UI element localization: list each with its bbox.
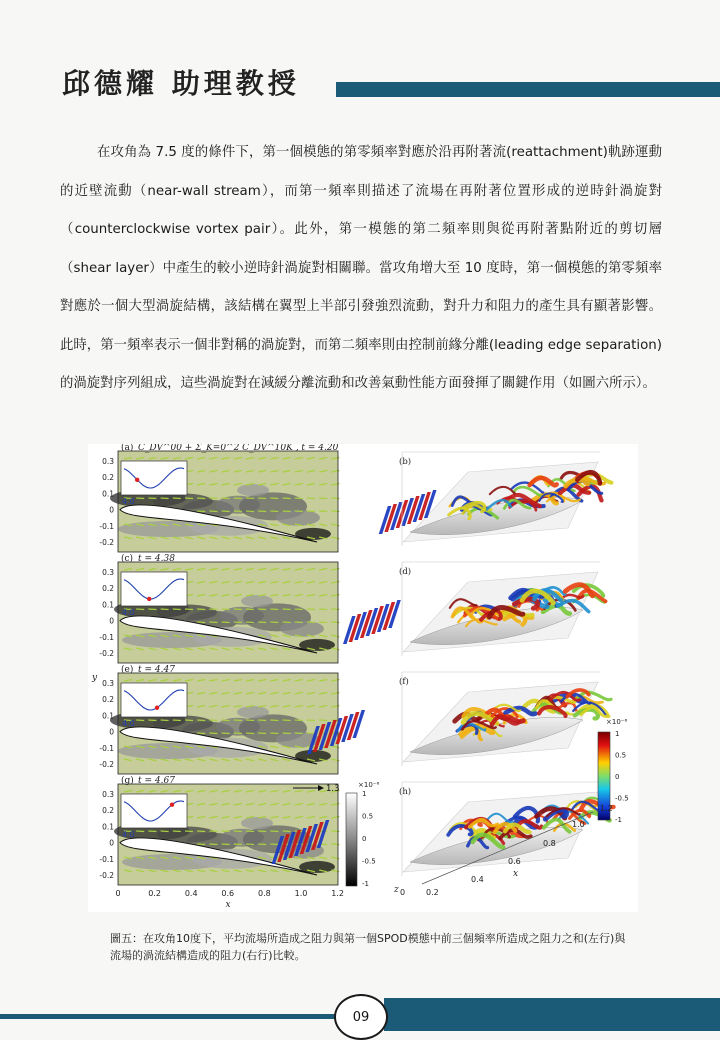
velocity-vector — [209, 622, 217, 623]
colorbar-tick: 1 — [615, 730, 620, 738]
velocity-vector — [136, 498, 144, 499]
velocity-vector — [234, 498, 242, 499]
velocity-vector — [295, 498, 303, 499]
velocity-vector — [209, 511, 217, 512]
velocity-vector — [197, 511, 205, 512]
velocity-vector — [270, 622, 278, 623]
y-tick: 0 — [109, 616, 114, 626]
velocity-vector — [258, 831, 266, 832]
velocity-vector — [319, 622, 327, 623]
vorticity-patch-7 — [237, 706, 269, 718]
velocity-vector — [283, 609, 291, 610]
vorticity-patch-7 — [237, 484, 269, 496]
velocity-vector — [136, 831, 144, 832]
vorticity-patch-5 — [276, 510, 320, 526]
y-tick: -0.1 — [99, 632, 114, 642]
velocity-vector — [283, 622, 291, 623]
velocity-vector — [222, 498, 230, 499]
velocity-vector — [246, 498, 254, 499]
y-tick: 0.3 — [102, 679, 114, 688]
iso-x-tick: 0.8 — [543, 839, 556, 848]
velocity-vector — [307, 498, 315, 499]
velocity-vector — [136, 720, 144, 721]
velocity-vector — [197, 720, 205, 721]
phase-inset — [121, 794, 187, 828]
velocity-vector — [246, 733, 254, 734]
velocity-vector — [148, 720, 156, 721]
velocity-vector — [209, 498, 217, 499]
iso-z-tick: 0.2 — [426, 888, 439, 897]
y-tick: 0.3 — [102, 568, 114, 577]
phase-marker — [147, 597, 151, 601]
panel-title: t = 4.67 — [138, 776, 175, 786]
inset-value: 4.0 — [122, 497, 135, 506]
grayscale-exponent: ×10⁻⁶ — [358, 781, 380, 789]
panel-title: t = 4.38 — [138, 554, 175, 564]
panel-label: (a) — [121, 444, 134, 453]
velocity-vector — [319, 498, 327, 499]
inset-value: 4.0 — [122, 608, 135, 617]
velocity-vector — [234, 831, 242, 832]
velocity-vector — [161, 831, 169, 832]
y-tick: 0.3 — [102, 457, 114, 466]
velocity-vector — [185, 498, 193, 499]
y-tick: 0 — [109, 505, 114, 515]
x-tick: 0.8 — [258, 889, 271, 898]
velocity-vector — [209, 720, 217, 721]
x-axis-label: x — [225, 900, 231, 910]
x-tick: 0 — [115, 889, 121, 898]
colorbar-exponent: ×10⁻⁶ — [606, 718, 628, 726]
panel-label: (h) — [399, 787, 412, 797]
velocity-vector — [258, 609, 266, 610]
phase-inset — [121, 572, 187, 606]
vorticity-patch-5 — [280, 621, 324, 637]
left-column-drag-fields — [99, 444, 339, 885]
iso-x-label: x — [513, 869, 519, 879]
x-tick: 1.0 — [294, 889, 308, 898]
y-tick: -0.1 — [99, 743, 114, 753]
velocity-vector — [295, 720, 303, 721]
iso-x-tick: 1.0 — [572, 820, 585, 829]
iso-z-tick: 0 — [400, 888, 406, 897]
y-tick: 0.1 — [102, 711, 114, 721]
velocity-vector — [246, 609, 254, 610]
x-tick: 0.2 — [148, 889, 161, 898]
x-tick: 1.2 — [331, 889, 344, 898]
velocity-vector — [222, 511, 230, 512]
velocity-vector — [270, 733, 278, 734]
panel-label: (f) — [399, 677, 409, 687]
phase-marker — [135, 478, 139, 482]
iso-x-tick: 1.2 — [600, 804, 613, 813]
velocity-vector — [209, 844, 217, 845]
grayscale-tick: 0.5 — [362, 812, 374, 821]
velocity-vector — [234, 511, 242, 512]
x-tick: 0.6 — [221, 889, 235, 898]
grayscale-colorbar — [346, 793, 357, 886]
velocity-vector — [307, 511, 315, 512]
velocity-vector — [246, 622, 254, 623]
velocity-vector — [319, 609, 327, 610]
panel-label: (c) — [121, 554, 134, 564]
title-accent-bar — [336, 82, 720, 97]
drag-panel-2 — [99, 664, 339, 774]
y-tick: -0.1 — [99, 854, 114, 864]
velocity-vector — [246, 720, 254, 721]
y-tick: 0.2 — [102, 473, 114, 483]
velocity-vector — [295, 622, 303, 623]
velocity-vector — [161, 609, 169, 610]
vorticity-patch-7 — [241, 817, 273, 829]
velocity-vector — [319, 720, 327, 721]
y-tick: 0.3 — [102, 790, 114, 799]
velocity-vector — [148, 831, 156, 832]
velocity-vector — [258, 498, 266, 499]
velocity-vector — [185, 609, 193, 610]
y-tick: 0.1 — [102, 489, 114, 499]
vortex-panel-2 — [307, 672, 611, 766]
panel-label: (b) — [399, 457, 412, 467]
y-tick: 0 — [109, 727, 114, 737]
x-tick: 0.4 — [184, 889, 198, 898]
velocity-vector — [222, 831, 230, 832]
page-title: 邱德耀 助理教授 — [62, 67, 300, 100]
velocity-vector — [209, 831, 217, 832]
velocity-vector — [283, 720, 291, 721]
panel-label: (d) — [399, 567, 412, 577]
vortex-panel-1 — [343, 562, 606, 656]
y-tick: -0.2 — [99, 871, 114, 880]
velocity-vector — [295, 511, 303, 512]
velocity-vector — [234, 720, 242, 721]
velocity-vector — [307, 733, 315, 734]
y-tick: 0.2 — [102, 584, 114, 594]
figure-canvas — [88, 444, 638, 912]
velocity-vector — [258, 511, 266, 512]
colorbar-tick: 0.5 — [615, 751, 627, 760]
velocity-vector — [246, 831, 254, 832]
velocity-vector — [319, 511, 327, 512]
velocity-vector — [295, 733, 303, 734]
y-tick: -0.2 — [99, 538, 114, 547]
velocity-vector — [270, 831, 278, 832]
velocity-vector — [270, 609, 278, 610]
phase-inset — [121, 461, 187, 495]
y-tick: 0.1 — [102, 600, 114, 610]
velocity-vector — [222, 622, 230, 623]
velocity-vector — [161, 498, 169, 499]
velocity-vector — [197, 733, 205, 734]
grayscale-tick: -0.5 — [362, 857, 376, 866]
grayscale-tick: 0 — [362, 835, 367, 843]
velocity-vector — [295, 609, 303, 610]
velocity-vector — [161, 720, 169, 721]
panel-label: (e) — [121, 665, 134, 675]
velocity-vector — [258, 720, 266, 721]
velocity-vector — [234, 733, 242, 734]
velocity-vector — [173, 609, 181, 610]
velocity-vector — [185, 720, 193, 721]
velocity-vector — [173, 831, 181, 832]
velocity-vector — [197, 609, 205, 610]
velocity-vector — [307, 609, 315, 610]
colorbar-tick: 0 — [615, 773, 620, 781]
iso-x-tick: 0.6 — [508, 857, 521, 866]
colorbar-tick: -1 — [615, 816, 622, 824]
velocity-vector — [307, 622, 315, 623]
velocity-vector — [307, 720, 315, 721]
velocity-vector — [173, 498, 181, 499]
velocity-vector — [234, 609, 242, 610]
y-tick: -0.2 — [99, 760, 114, 769]
body-paragraph: 在攻角為 7.5 度的條件下，第一個模態的第零頻率對應於沿再附著流(reattachment)軌跡運動的近壁流動（near-wall stream），而第一頻率則描述了流場在再附著位置形成的逆時針渦旋對（counterclockwise vortex pair）。此外，第一模態的第二頻率則與從再附著點附近的剪切層（shear layer）中產生的較小逆時針渦旋對相關聯。當攻角增大至 10 度時，第一個模態的第零頻率對應於一個大型渦旋結構，該結構在翼型上半部引發強烈流動，對升力和阻力的產生具有顯著影響。此時，第一頻率表示一個非對稱的渦旋對，而第二頻率則由控制前緣分離(leading edge separation)的渦旋對序列組成，這些渦旋對在減緩分離流動和改善氣動性能方面發揮了關鍵作用（如圖六所示）。 — [60, 145, 662, 391]
velocity-vector — [209, 733, 217, 734]
velocity-vector — [270, 498, 278, 499]
drag-panel-0 — [99, 444, 339, 552]
y-tick: -0.2 — [99, 649, 114, 658]
inset-value: 4.0 — [122, 830, 135, 839]
velocity-vector — [209, 609, 217, 610]
y-tick: 0 — [109, 838, 114, 848]
velocity-vector — [197, 622, 205, 623]
inset-value: 4.0 — [122, 719, 135, 728]
velocity-vector — [258, 622, 266, 623]
iso-z-label: z — [394, 885, 399, 895]
velocity-vector — [148, 609, 156, 610]
panel-label: (g) — [121, 776, 134, 786]
vorticity-patch-7 — [241, 595, 273, 607]
velocity-vector — [270, 720, 278, 721]
reference-arrow-value: 1.3 — [326, 784, 340, 794]
velocity-vector — [173, 720, 181, 721]
velocity-vector — [234, 844, 242, 845]
velocity-vector — [283, 733, 291, 734]
panel-title: C_DV^00 + Σ_K=0^2 C_DV^10K , t = 4.20 — [138, 444, 339, 453]
grayscale-tick: -1 — [362, 880, 369, 888]
velocity-vector — [258, 733, 266, 734]
footer-line — [0, 1014, 336, 1019]
velocity-vector — [222, 844, 230, 845]
velocity-vector — [270, 844, 278, 845]
velocity-vector — [258, 844, 266, 845]
velocity-vector — [136, 609, 144, 610]
phase-inset — [121, 683, 187, 717]
velocity-vector — [197, 844, 205, 845]
y-tick: 0.2 — [102, 695, 114, 705]
colorbar-tick: -0.5 — [615, 794, 629, 803]
velocity-vector — [283, 498, 291, 499]
velocity-vector — [246, 844, 254, 845]
figure-drag-comparison — [88, 444, 638, 912]
grayscale-tick: 1 — [362, 790, 367, 798]
y-tick: 0.1 — [102, 822, 114, 832]
velocity-vector — [197, 498, 205, 499]
velocity-vector — [197, 831, 205, 832]
phase-marker — [155, 706, 159, 710]
y-tick: -0.1 — [99, 521, 114, 531]
velocity-vector — [148, 498, 156, 499]
phase-marker — [170, 802, 174, 806]
velocity-vector — [234, 622, 242, 623]
velocity-vector — [246, 511, 254, 512]
velocity-vector — [222, 720, 230, 721]
y-axis-label: y — [92, 673, 98, 683]
velocity-vector — [283, 511, 291, 512]
drag-panel-1 — [99, 553, 339, 663]
footer-bar — [384, 998, 720, 1031]
velocity-vector — [270, 511, 278, 512]
page-number: 09 — [334, 994, 388, 1040]
vortex-panel-0 — [379, 452, 612, 546]
figure-caption: 圖五：在攻角10度下，平均流場所造成之阻力與第一個SPOD模態中前三個頻率所造成之阻力之和(左行)與流場的渦流結構造成的阻力(右行)比較。 — [110, 932, 626, 962]
y-tick: 0.2 — [102, 806, 114, 816]
panel-title: t = 4.47 — [138, 665, 175, 675]
velocity-vector — [222, 609, 230, 610]
velocity-vector — [283, 831, 291, 832]
iso-x-tick: 0.4 — [471, 875, 484, 884]
velocity-vector — [222, 733, 230, 734]
velocity-vector — [185, 831, 193, 832]
